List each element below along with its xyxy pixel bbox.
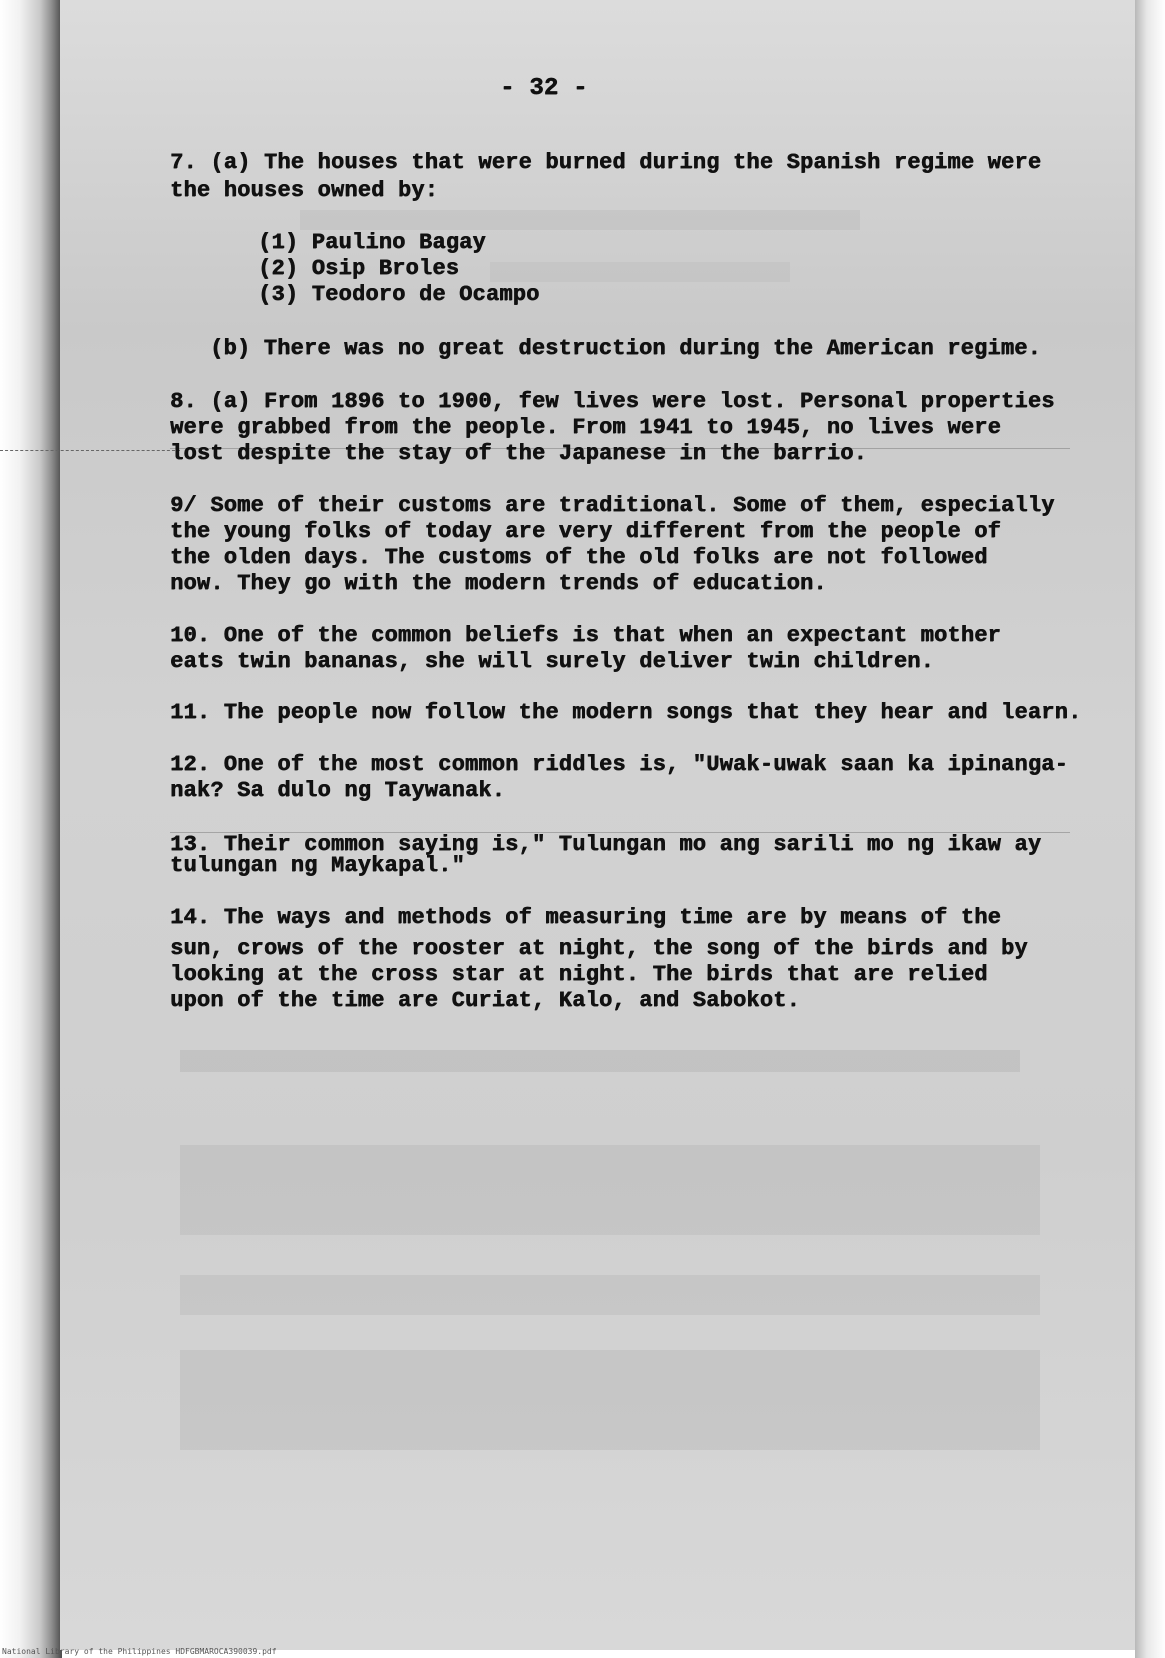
archive-footer: National Library of the Philippines HDFGBMAROCA390039.pdf [2,1647,277,1656]
item-13-line-2: tulungan ng Maykapal." [170,853,465,878]
bleed-through-mark [180,1350,1040,1450]
item-13-line-1: 13. Their common saying is," Tulungan mo ang sarili mo ng ikaw ay [170,832,1042,857]
paper-sheet [60,0,1138,1650]
item-8-line-3: lost despite the stay of the Japanese in the barrio. [170,441,867,466]
item-8-line-1: 8. (a) From 1896 to 1900, few lives were lost. Personal properties [170,389,1055,414]
item-14-line-2: sun, crows of the rooster at night, the song of the birds and by [170,936,1028,961]
item-9-line-4: now. They go with the modern trends of education. [170,571,827,596]
page-number: - 32 - [500,75,588,102]
item-14-line-1: 14. The ways and methods of measuring time are by means of the [170,905,1001,930]
item-9-line-2: the young folks of today are very different from the people of [170,519,1001,544]
owner-list-item: (2) Osip Broles [258,256,460,281]
item-7a-line-2: the houses owned by: [170,178,439,203]
item-10-line-1: 10. One of the common beliefs is that when an expectant mother [170,623,1001,648]
bleed-through-mark [180,1145,1040,1235]
item-14-line-4: upon of the time are Curiat, Kalo, and Sabokot. [170,988,800,1013]
item-12-line-1: 12. One of the most common riddles is, "Uwak-uwak saan ka ipinanga- [170,752,1068,777]
page-edge-shadow [1135,0,1165,1658]
owner-list-item: (1) Paulino Bagay [258,230,486,255]
bleed-through-mark [180,1275,1040,1315]
bleed-through-mark [300,210,860,230]
item-14-line-3: looking at the cross star at night. The birds that are relied [170,962,988,987]
binding-shadow [0,0,62,1658]
owner-list-item: (3) Teodoro de Ocampo [258,282,540,307]
bleed-through-mark [490,262,790,282]
item-9-line-1: 9/ Some of their customs are traditional. Some of them, especially [170,493,1055,518]
item-9-line-3: the olden days. The customs of the old folks are not followed [170,545,988,570]
item-7a-line-1: 7. (a) The houses that were burned during the Spanish regime were [170,150,1042,175]
crop-mark-line [0,450,180,451]
item-8-line-2: were grabbed from the people. From 1941 to 1945, no lives were [170,415,1001,440]
bleed-through-mark [180,1050,1020,1072]
item-12-line-2: nak? Sa dulo ng Taywanak. [170,778,506,803]
item-7b: (b) There was no great destruction during the American regime. [210,336,1041,361]
item-10-line-2: eats twin bananas, she will surely deliver twin children. [170,649,934,674]
item-11: 11. The people now follow the modern songs that they hear and learn. [170,700,1082,725]
